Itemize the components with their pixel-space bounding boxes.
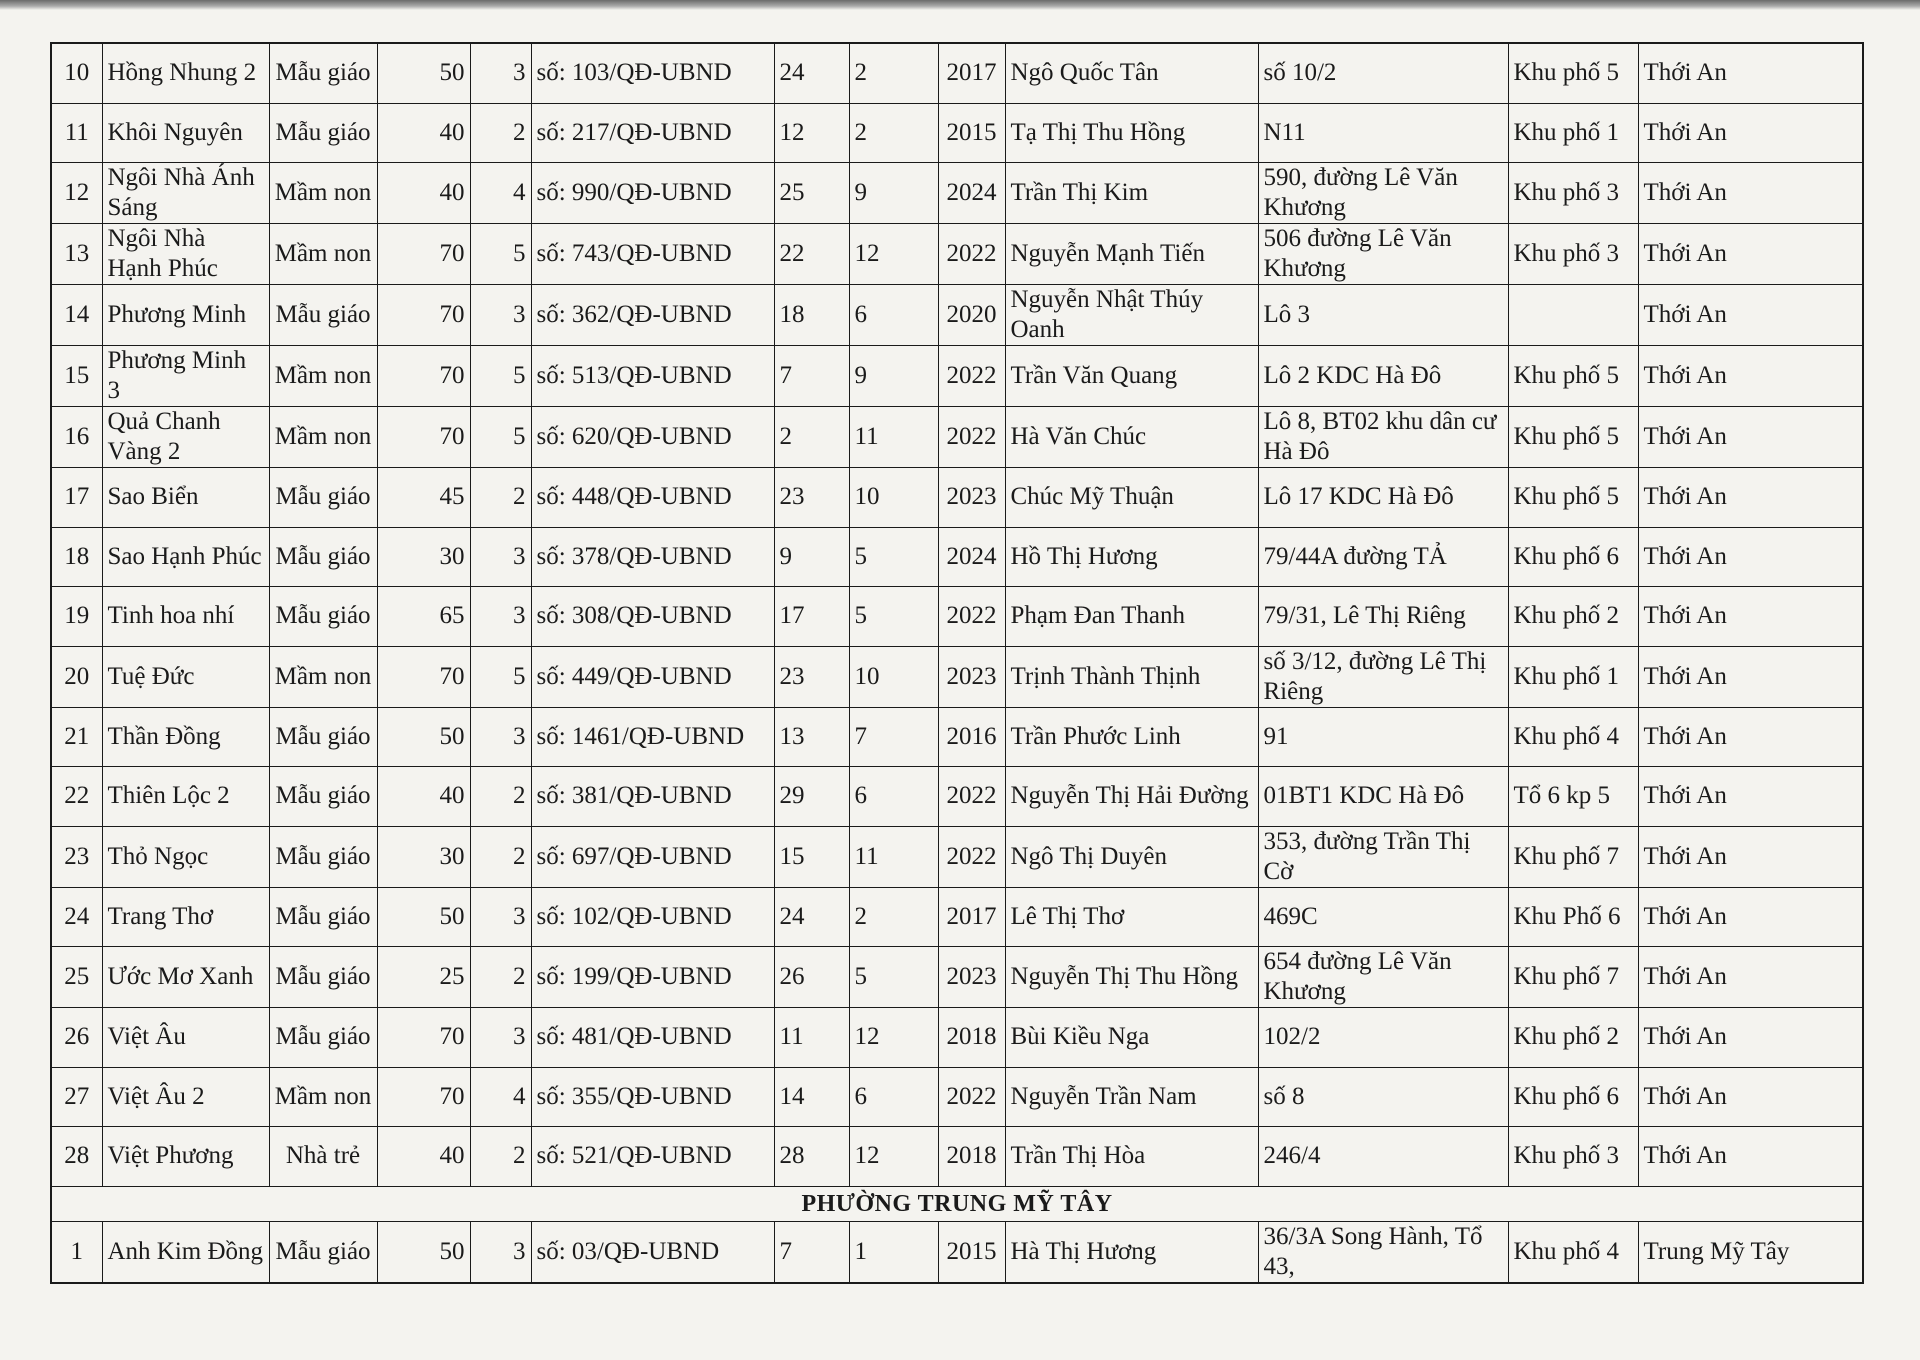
cell-address: số 8 [1258,1067,1508,1127]
cell-decision-year: 2015 [938,1221,1005,1283]
cell-ward: Thới An [1638,767,1863,827]
cell-stt: 24 [51,887,102,947]
cell-decision-year: 2022 [938,1067,1005,1127]
scan-top-edge [0,0,1920,10]
cell-capacity: 70 [377,224,470,285]
table-row [51,587,1863,647]
cell-decision-year: 2022 [938,407,1005,468]
cell-classes: 3 [470,527,531,587]
cell-decision-day: 18 [774,285,849,346]
cell-owner: Ngô Quốc Tân [1005,43,1258,103]
section-header-row [51,1186,1863,1221]
cell-school-type: Mẫu giáo [269,527,377,587]
cell-classes: 2 [470,826,531,887]
cell-decision-number: số: 1461/QĐ-UBND [531,707,774,767]
cell-stt: 10 [51,43,102,103]
cell-decision-year: 2016 [938,707,1005,767]
cell-school-name: Phương Minh 3 [102,346,269,407]
cell-classes: 2 [470,468,531,528]
cell-decision-month: 10 [849,646,938,707]
cell-classes: 5 [470,346,531,407]
cell-stt: 28 [51,1127,102,1187]
cell-decision-month: 5 [849,947,938,1008]
cell-decision-month: 11 [849,826,938,887]
cell-ward: Thới An [1638,947,1863,1008]
cell-classes: 5 [470,407,531,468]
cell-address: 102/2 [1258,1008,1508,1068]
cell-school-name: Tinh hoa nhí [102,587,269,647]
cell-decision-number: số: 199/QĐ-UBND [531,947,774,1008]
cell-stt: 18 [51,527,102,587]
cell-stt: 14 [51,285,102,346]
cell-school-name: Việt Âu [102,1008,269,1068]
cell-school-name: Tuệ Đức [102,646,269,707]
cell-classes: 4 [470,163,531,224]
cell-capacity: 70 [377,285,470,346]
cell-decision-number: số: 308/QĐ-UBND [531,587,774,647]
cell-quarter: Khu phố 1 [1508,103,1638,163]
cell-stt: 13 [51,224,102,285]
cell-stt: 25 [51,947,102,1008]
cell-decision-month: 7 [849,707,938,767]
cell-stt: 16 [51,407,102,468]
cell-decision-month: 12 [849,1127,938,1187]
table-row [51,224,1863,285]
cell-capacity: 50 [377,1221,470,1283]
cell-quarter: Khu phố 4 [1508,707,1638,767]
cell-capacity: 65 [377,587,470,647]
cell-capacity: 40 [377,1127,470,1187]
cell-classes: 2 [470,767,531,827]
table-row [51,468,1863,528]
table-row [51,407,1863,468]
cell-owner: Hà Thị Hương [1005,1221,1258,1283]
cell-capacity: 70 [377,646,470,707]
cell-decision-day: 24 [774,43,849,103]
cell-school-type: Mẫu giáo [269,826,377,887]
cell-ward: Thới An [1638,103,1863,163]
cell-capacity: 70 [377,1067,470,1127]
cell-classes: 2 [470,103,531,163]
cell-decision-number: số: 03/QĐ-UBND [531,1221,774,1283]
cell-owner: Trần Thị Kim [1005,163,1258,224]
cell-decision-year: 2022 [938,587,1005,647]
cell-quarter: Tổ 6 kp 5 [1508,767,1638,827]
cell-address: 36/3A Song Hành, Tổ 43, [1258,1221,1508,1283]
cell-capacity: 50 [377,707,470,767]
cell-quarter: Khu phố 1 [1508,646,1638,707]
table-body [51,43,1863,1283]
cell-owner: Nguyễn Mạnh Tiến [1005,224,1258,285]
cell-school-name: Trang Thơ [102,887,269,947]
cell-decision-day: 7 [774,346,849,407]
cell-owner: Hồ Thị Hương [1005,527,1258,587]
cell-decision-day: 15 [774,826,849,887]
cell-owner: Tạ Thị Thu Hồng [1005,103,1258,163]
cell-ward: Thới An [1638,527,1863,587]
cell-capacity: 45 [377,468,470,528]
cell-classes: 3 [470,285,531,346]
table-row [51,527,1863,587]
cell-school-type: Mầm non [269,224,377,285]
table-row [51,43,1863,103]
cell-quarter: Khu phố 6 [1508,527,1638,587]
cell-address: 590, đường Lê Văn Khương [1258,163,1508,224]
cell-quarter: Khu phố 7 [1508,826,1638,887]
table-row [51,103,1863,163]
cell-quarter: Khu phố 7 [1508,947,1638,1008]
table-row [51,947,1863,1008]
cell-decision-number: số: 990/QĐ-UBND [531,163,774,224]
cell-decision-month: 5 [849,527,938,587]
cell-decision-month: 1 [849,1221,938,1283]
cell-decision-month: 2 [849,887,938,947]
cell-ward: Thới An [1638,587,1863,647]
cell-owner: Nguyễn Thị Hải Đường [1005,767,1258,827]
cell-decision-month: 6 [849,767,938,827]
cell-stt: 11 [51,103,102,163]
cell-stt: 19 [51,587,102,647]
cell-ward: Thới An [1638,1008,1863,1068]
cell-decision-number: số: 743/QĐ-UBND [531,224,774,285]
section-title: PHƯỜNG TRUNG MỸ TÂY [51,1186,1863,1221]
cell-decision-year: 2017 [938,887,1005,947]
cell-quarter: Khu phố 5 [1508,43,1638,103]
cell-school-name: Phương Minh [102,285,269,346]
cell-classes: 5 [470,224,531,285]
cell-address: 79/31, Lê Thị Riêng [1258,587,1508,647]
cell-capacity: 70 [377,1008,470,1068]
cell-school-type: Mầm non [269,407,377,468]
cell-decision-month: 2 [849,103,938,163]
cell-decision-month: 6 [849,285,938,346]
cell-ward: Thới An [1638,224,1863,285]
cell-owner: Ngô Thị Duyên [1005,826,1258,887]
cell-school-type: Nhà trẻ [269,1127,377,1187]
table-row [51,887,1863,947]
cell-address: 654 đường Lê Văn Khương [1258,947,1508,1008]
cell-address: Lô 17 KDC Hà Đô [1258,468,1508,528]
document-sheet [50,42,1864,1284]
cell-stt: 22 [51,767,102,827]
cell-school-name: Sao Biển [102,468,269,528]
cell-ward: Thới An [1638,285,1863,346]
cell-decision-number: số: 448/QĐ-UBND [531,468,774,528]
cell-capacity: 30 [377,826,470,887]
cell-owner: Hà Văn Chúc [1005,407,1258,468]
cell-decision-day: 28 [774,1127,849,1187]
cell-owner: Trịnh Thành Thịnh [1005,646,1258,707]
cell-school-type: Mẫu giáo [269,707,377,767]
cell-school-type: Mẫu giáo [269,887,377,947]
cell-decision-year: 2020 [938,285,1005,346]
cell-school-name: Thiên Lộc 2 [102,767,269,827]
cell-decision-number: số: 217/QĐ-UBND [531,103,774,163]
cell-ward: Thới An [1638,43,1863,103]
cell-decision-day: 11 [774,1008,849,1068]
cell-ward: Thới An [1638,707,1863,767]
cell-decision-year: 2023 [938,468,1005,528]
cell-school-type: Mẫu giáo [269,1221,377,1283]
cell-school-type: Mẫu giáo [269,947,377,1008]
cell-ward: Thới An [1638,346,1863,407]
cell-decision-year: 2022 [938,224,1005,285]
cell-decision-year: 2023 [938,646,1005,707]
cell-decision-year: 2022 [938,767,1005,827]
cell-quarter: Khu phố 2 [1508,1008,1638,1068]
cell-decision-year: 2022 [938,826,1005,887]
cell-stt: 26 [51,1008,102,1068]
cell-decision-number: số: 381/QĐ-UBND [531,767,774,827]
cell-school-name: Ngôi Nhà Hạnh Phúc [102,224,269,285]
cell-stt: 15 [51,346,102,407]
cell-address: Lô 8, BT02 khu dân cư Hà Đô [1258,407,1508,468]
cell-decision-month: 12 [849,1008,938,1068]
cell-decision-year: 2017 [938,43,1005,103]
cell-decision-month: 2 [849,43,938,103]
cell-capacity: 70 [377,346,470,407]
cell-address: 353, đường Trần Thị Cờ [1258,826,1508,887]
cell-ward: Thới An [1638,407,1863,468]
table-row [51,646,1863,707]
table-row [51,1221,1863,1283]
cell-quarter: Khu phố 4 [1508,1221,1638,1283]
cell-decision-month: 9 [849,346,938,407]
cell-school-type: Mầm non [269,163,377,224]
cell-ward: Thới An [1638,1067,1863,1127]
cell-owner: Phạm Đan Thanh [1005,587,1258,647]
cell-ward: Thới An [1638,163,1863,224]
cell-address: số 3/12, đường Lê Thị Riêng [1258,646,1508,707]
cell-owner: Chúc Mỹ Thuận [1005,468,1258,528]
cell-school-name: Thỏ Ngọc [102,826,269,887]
cell-classes: 3 [470,707,531,767]
cell-owner: Nguyễn Trần Nam [1005,1067,1258,1127]
cell-address: Lô 3 [1258,285,1508,346]
cell-decision-number: số: 521/QĐ-UBND [531,1127,774,1187]
cell-quarter: Khu phố 2 [1508,587,1638,647]
cell-decision-day: 29 [774,767,849,827]
cell-decision-day: 25 [774,163,849,224]
cell-owner: Bùi Kiều Nga [1005,1008,1258,1068]
cell-decision-number: số: 362/QĐ-UBND [531,285,774,346]
cell-address: 506 đường Lê Văn Khương [1258,224,1508,285]
table-row [51,1008,1863,1068]
cell-decision-year: 2023 [938,947,1005,1008]
cell-owner: Trần Văn Quang [1005,346,1258,407]
cell-decision-day: 12 [774,103,849,163]
cell-decision-day: 26 [774,947,849,1008]
cell-decision-day: 24 [774,887,849,947]
cell-capacity: 40 [377,103,470,163]
cell-quarter: Khu phố 3 [1508,1127,1638,1187]
cell-capacity: 30 [377,527,470,587]
school-registry-table [50,42,1864,1284]
cell-stt: 23 [51,826,102,887]
cell-quarter [1508,285,1638,346]
cell-decision-year: 2022 [938,346,1005,407]
cell-quarter: Khu phố 6 [1508,1067,1638,1127]
cell-decision-number: số: 355/QĐ-UBND [531,1067,774,1127]
cell-capacity: 50 [377,887,470,947]
cell-capacity: 70 [377,407,470,468]
cell-capacity: 50 [377,43,470,103]
cell-ward: Thới An [1638,887,1863,947]
cell-school-name: Ước Mơ Xanh [102,947,269,1008]
cell-owner: Trần Thị Hòa [1005,1127,1258,1187]
cell-ward: Thới An [1638,826,1863,887]
cell-owner: Trần Phước Linh [1005,707,1258,767]
cell-decision-day: 23 [774,468,849,528]
cell-decision-day: 13 [774,707,849,767]
cell-school-name: Anh Kim Đồng [102,1221,269,1283]
cell-school-type: Mầm non [269,646,377,707]
cell-decision-month: 12 [849,224,938,285]
cell-address: Lô 2 KDC Hà Đô [1258,346,1508,407]
cell-school-name: Việt Âu 2 [102,1067,269,1127]
cell-owner: Lê Thị Thơ [1005,887,1258,947]
cell-school-type: Mẫu giáo [269,285,377,346]
cell-classes: 3 [470,887,531,947]
table-row [51,707,1863,767]
cell-address: N11 [1258,103,1508,163]
cell-stt: 27 [51,1067,102,1127]
cell-address: 246/4 [1258,1127,1508,1187]
cell-address: 01BT1 KDC Hà Đô [1258,767,1508,827]
table-row [51,1067,1863,1127]
cell-quarter: Khu phố 5 [1508,468,1638,528]
cell-capacity: 40 [377,767,470,827]
cell-stt: 21 [51,707,102,767]
cell-decision-year: 2018 [938,1008,1005,1068]
table-row [51,346,1863,407]
cell-address: 79/44A đường TẢ [1258,527,1508,587]
cell-school-type: Mẫu giáo [269,587,377,647]
cell-decision-day: 17 [774,587,849,647]
cell-decision-day: 22 [774,224,849,285]
cell-classes: 3 [470,43,531,103]
cell-school-name: Việt Phương [102,1127,269,1187]
cell-school-type: Mầm non [269,346,377,407]
cell-school-name: Thần Đồng [102,707,269,767]
cell-classes: 2 [470,1127,531,1187]
cell-quarter: Khu Phố 6 [1508,887,1638,947]
cell-decision-number: số: 103/QĐ-UBND [531,43,774,103]
cell-address: số 10/2 [1258,43,1508,103]
cell-school-name: Khôi Nguyên [102,103,269,163]
cell-school-type: Mẫu giáo [269,103,377,163]
cell-quarter: Khu phố 5 [1508,346,1638,407]
cell-decision-day: 7 [774,1221,849,1283]
cell-ward: Thới An [1638,468,1863,528]
cell-decision-year: 2024 [938,527,1005,587]
cell-decision-year: 2024 [938,163,1005,224]
cell-quarter: Khu phố 5 [1508,407,1638,468]
cell-decision-month: 11 [849,407,938,468]
cell-school-type: Mẫu giáo [269,767,377,827]
cell-stt: 17 [51,468,102,528]
cell-ward: Trung Mỹ Tây [1638,1221,1863,1283]
cell-decision-day: 2 [774,407,849,468]
table-row [51,1127,1863,1187]
cell-decision-month: 9 [849,163,938,224]
cell-decision-year: 2015 [938,103,1005,163]
cell-classes: 4 [470,1067,531,1127]
cell-school-type: Mẫu giáo [269,43,377,103]
cell-quarter: Khu phố 3 [1508,163,1638,224]
cell-decision-number: số: 378/QĐ-UBND [531,527,774,587]
cell-classes: 2 [470,947,531,1008]
cell-capacity: 25 [377,947,470,1008]
cell-school-type: Mầm non [269,1067,377,1127]
cell-school-type: Mẫu giáo [269,468,377,528]
cell-classes: 3 [470,1221,531,1283]
cell-school-name: Hồng Nhung 2 [102,43,269,103]
cell-school-name: Sao Hạnh Phúc [102,527,269,587]
cell-classes: 5 [470,646,531,707]
cell-owner: Nguyễn Nhật Thúy Oanh [1005,285,1258,346]
cell-ward: Thới An [1638,1127,1863,1187]
cell-classes: 3 [470,587,531,647]
cell-stt: 12 [51,163,102,224]
cell-decision-number: số: 513/QĐ-UBND [531,346,774,407]
cell-quarter: Khu phố 3 [1508,224,1638,285]
cell-stt: 20 [51,646,102,707]
cell-decision-number: số: 102/QĐ-UBND [531,887,774,947]
cell-capacity: 40 [377,163,470,224]
cell-decision-month: 6 [849,1067,938,1127]
cell-decision-day: 23 [774,646,849,707]
table-row [51,285,1863,346]
table-row [51,826,1863,887]
cell-decision-month: 10 [849,468,938,528]
cell-decision-number: số: 481/QĐ-UBND [531,1008,774,1068]
cell-decision-number: số: 449/QĐ-UBND [531,646,774,707]
cell-address: 469C [1258,887,1508,947]
cell-decision-number: số: 697/QĐ-UBND [531,826,774,887]
cell-stt: 1 [51,1221,102,1283]
cell-decision-year: 2018 [938,1127,1005,1187]
cell-decision-day: 9 [774,527,849,587]
cell-address: 91 [1258,707,1508,767]
cell-classes: 3 [470,1008,531,1068]
cell-owner: Nguyễn Thị Thu Hồng [1005,947,1258,1008]
cell-decision-number: số: 620/QĐ-UBND [531,407,774,468]
cell-school-name: Quả Chanh Vàng 2 [102,407,269,468]
cell-school-name: Ngôi Nhà Ánh Sáng [102,163,269,224]
cell-decision-month: 5 [849,587,938,647]
table-row [51,163,1863,224]
cell-decision-day: 14 [774,1067,849,1127]
table-row [51,767,1863,827]
cell-ward: Thới An [1638,646,1863,707]
cell-school-type: Mẫu giáo [269,1008,377,1068]
